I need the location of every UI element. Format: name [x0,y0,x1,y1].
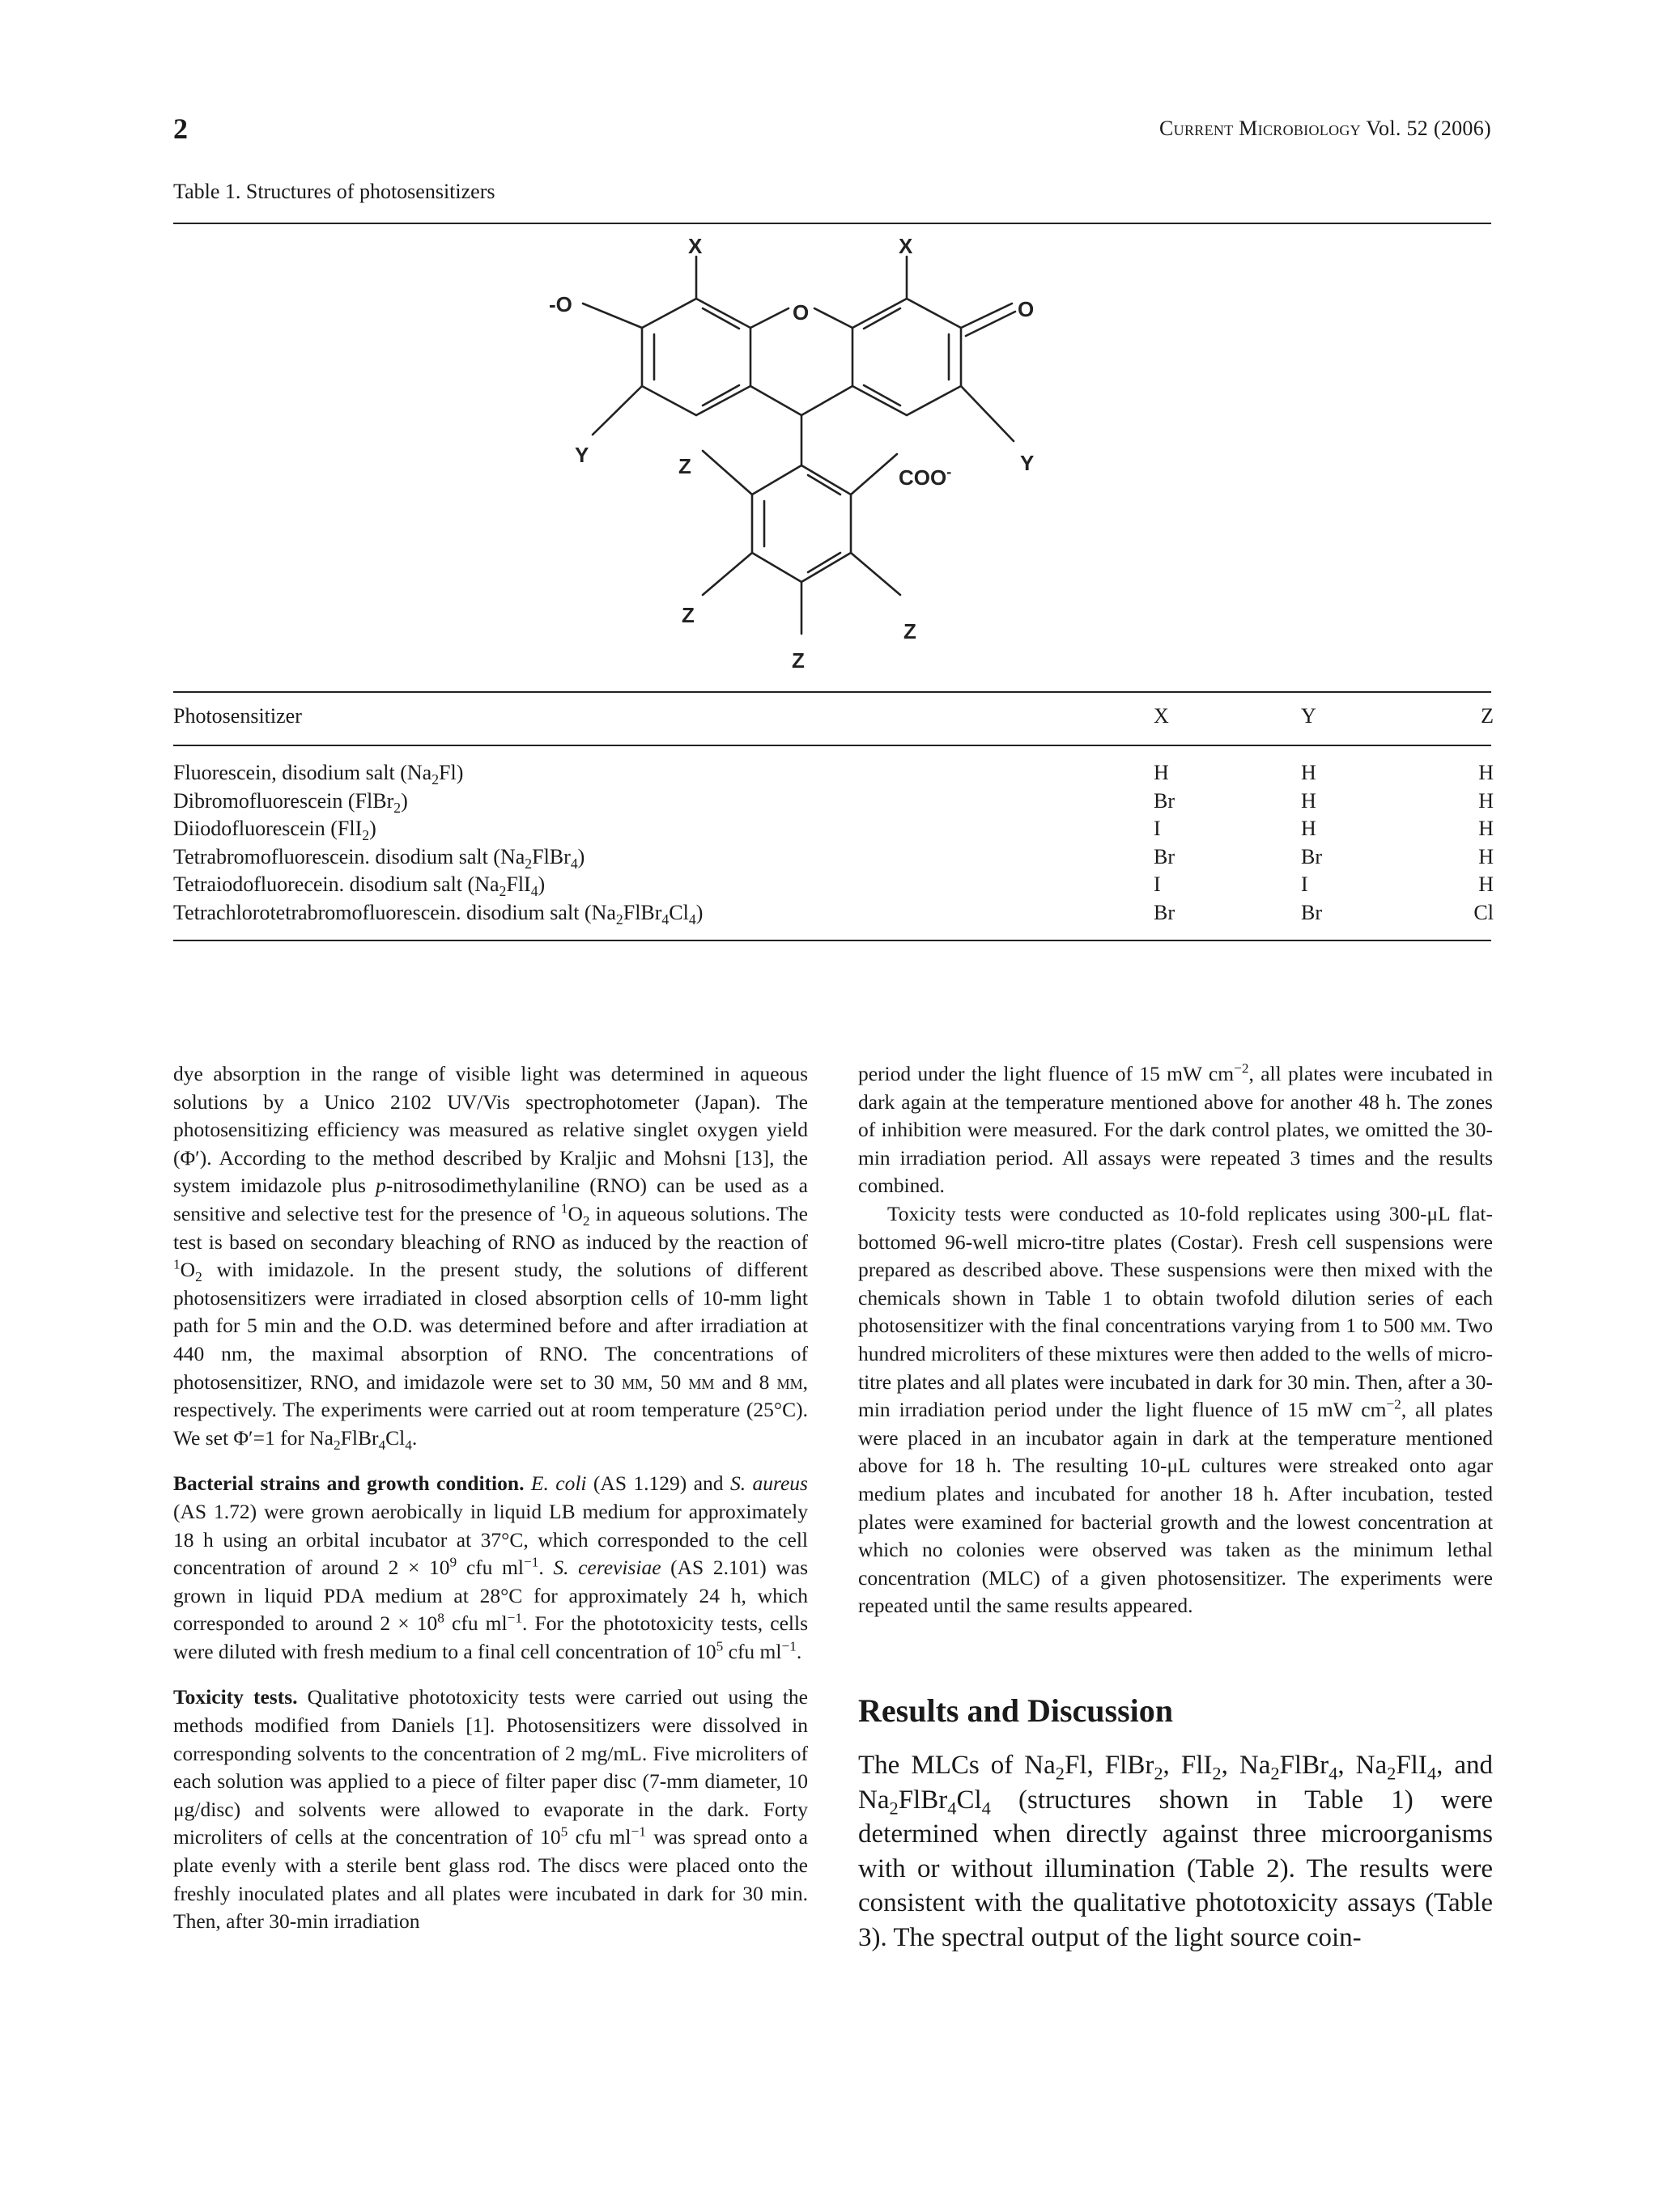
journal-volume: Vol. 52 (2006) [1366,117,1491,140]
page-number: 2 [173,113,188,145]
table-cell-y: Br [1301,900,1322,924]
right-column [858,1060,1493,1620]
table-header-z: Z [1481,704,1494,728]
table-header-photosensitizer: Photosensitizer [173,704,302,728]
table-cell-x: Br [1154,788,1175,813]
table-cell-x: I [1154,872,1161,896]
table-row: Fluorescein, disodium salt $(Na_2Fl)$ [173,761,464,788]
label-y-right: Y [1020,451,1035,475]
table-cell-z: H [1478,817,1494,840]
paragraph-results: The MLCs of $Na_2Fl$, FlBr$_2$, FlI$_2$, $Na_2FlBr_4$, $Na_2FlI_4$, and $Na_2FlBr_4Cl_4$ (structures shown in Table 1) were determined when directly against three microorganisms with or without illumination (Table 2). The results were consistent with the qualitative phototoxicity assays (Table 3). The spectral output of the light source coin- [858,1751,1494,1952]
table-row: Diiodofluorescein (FlI$_2$) [173,817,376,844]
table-x-column [1154,759,1218,927]
table-cell-z: H [1478,872,1494,896]
paragraph-bacterial-strains: Bacterial strains and growth condition. E. coli (AS 1.129) and S. aureus (AS 1.72) were grown aerobically in liquid LB medium for approximately 18 h using an orbital incubator at 37°C, which corresponded to the cell concentration of around $2 \times 10^9$ cfu $ml^{-1}$. S. cerevisiae (AS 2.101) was grown in liquid PDA medium at 28°C for approximately 24 h, which corresponded to around $2 \times 10^8$ cfu $ml^{-1}$. For the phototoxicity tests, cells were diluted with fresh medium to a final cell concentration of $10^5$ cfu $ml^{-1}$. [173,1471,809,1663]
paragraph-rno-method: dye absorption in the range of visible light was determined in aqueous solutions by a Unico 2102 UV/Vis spectrophotometer (Japan). The photosensitizing efficiency was measured as relative singlet oxygen yield (Φ′). According to the method described by Kraljic and Mohsni [13], the system imidazole plus p-nitrosodimethylaniline (RNO) can be used as a sensitive and selective test for the presence of $^1O_2$ in aqueous solutions. The test is based on secondary bleaching of RNO as induced by the reaction of $^1O_2$ with imidazole. In the present study, the solutions of different photosensitizers were irradiated in closed absorption cells of 10-mm light path for 5 min and the O.D. was determined before and after irradiation at 440 nm, the maximal absorption of RNO. The concentrations of photosensitizer, RNO, and imidazole were set to 30 μm, 50 μm and 8 mm, respectively. The experiments were carried out at room temperature (25°C). We set Φ′=1 for $Na_2FlBr_4Cl_4$. [173,1062,809,1453]
table-header-y: Y [1301,704,1316,728]
running-header [1159,117,1491,141]
table-cell-z: H [1478,788,1494,813]
fluorescein-structure-diagram [502,239,1117,688]
table-cell-z: Cl [1473,900,1494,924]
table-row: Tetraiodofluorecein. disodium salt $(Na_2FlI_4)$ [173,872,546,900]
table-row: Tetrabromofluorescein. disodium salt $(Na_2FlBr_4)$ [173,844,585,872]
left-column [173,1060,808,1936]
label-o-keto: O [1018,297,1035,321]
table-cell-x: I [1154,817,1161,840]
table-name-column [173,759,703,927]
table-bottom-rule [173,940,1491,941]
table-y-column [1301,759,1366,927]
table-header-top-rule [173,691,1491,693]
journal-name: Current Microbiology [1159,117,1361,140]
table-cell-x: H [1154,761,1169,784]
label-x-left: X [688,239,703,258]
label-y-left: Y [575,443,589,467]
table-z-column [1449,759,1494,927]
table-row: Tetrachlorotetrabromofluorescein. disodium salt $(Na_2FlBr_4Cl_4)$ [173,900,704,928]
label-coo: COO- [899,464,952,490]
table-header-x: X [1154,704,1169,728]
table-row: Dibromofluorescein (FlBr$_2$) [173,788,408,816]
table-cell-z: H [1478,844,1494,868]
paragraph-irradiation: period under the light fluence of 15 mW $cm^{-2}$, all plates were incubated in dark again at the temperature mentioned above for another 48 h. The zones of inhibition were measured. For the dark control plates, we omitted the 30-min irradiation period. All assays were repeated 3 times and the results combined. [858,1060,1494,1198]
table-header-bottom-rule [173,745,1491,746]
table-cell-x: Br [1154,844,1175,868]
heading-bacterial-strains: Bacterial strains and growth condition. [173,1471,525,1496]
label-z-left: Z [682,603,695,627]
paragraph-mlc-method: Toxicity tests were conducted as 10-fold replicates using 300-μL flat-bottomed 96-well micro-titre plates (Costar). Fresh cell suspensions were prepared as described above. These suspensions were then mixed with the chemicals shown in Table 1 to obtain twofold dilution series of each photosensitizer with the final concentrations varying from 1 to 500 μm. Two hundred microliters of these mixtures were then added to the wells of micro-titre plates and all plates were incubated in dark for 30 min. Then, after a 30-min irradiation period under the light fluence of 15 mW $cm^{-2}$, all plates were placed in an incubator again in dark at the temperature mentioned above for 18 h. The resulting 10-μL cultures were streaked onto agar medium plates and incubated for another 18 h. After incubation, tested plates were examined for bacterial growth and the lowest concentration at which no colonies were observed was taken as the minimum lethal concentration (MLC) of a given photosensitizer. The experiments were repeated until the same results appeared. [858,1201,1493,1618]
label-z-top: Z [678,454,691,478]
heading-toxicity-tests: Toxicity tests. [173,1685,298,1709]
table-cell-y: Br [1301,844,1322,868]
label-x-right: X [899,239,913,258]
label-o-ring: O [793,300,810,325]
paragraph-toxicity-tests: Toxicity tests. Qualitative phototoxicity tests were carried out using the methods modified from Daniels [1]. Photosensitizers were dissolved in corresponding solvents to the concentration of 2 mg/mL. Five microliters of each solution was applied to a piece of filter paper disc (7-mm diameter, 10 μg/disc) and solvents were allowed to evaporate in the dark. Forty microliters of cells at the concentration of $10^5$ cfu $ml^{-1}$ was spread onto a plate evenly with a sterile bent glass rod. The discs were placed onto the freshly inoculated plates and all plates were incubated in dark for 30 min. Then, after 30-min irradiation [173,1685,809,1934]
table-cell-y: H [1301,817,1316,840]
label-o-minus: -O [549,292,572,316]
table-top-rule [173,223,1491,224]
table-cell-y: I [1301,872,1308,896]
table-cell-y: H [1301,761,1316,784]
table-cell-y: H [1301,788,1316,813]
table-caption: Table 1. Structures of photosensitizers [173,180,495,203]
table-cell-x: Br [1154,900,1175,924]
label-z-bottom: Z [792,648,805,673]
table-cell-z: H [1478,761,1494,784]
label-z-right: Z [903,619,916,643]
section-title-results: Results and Discussion [858,1692,1174,1729]
